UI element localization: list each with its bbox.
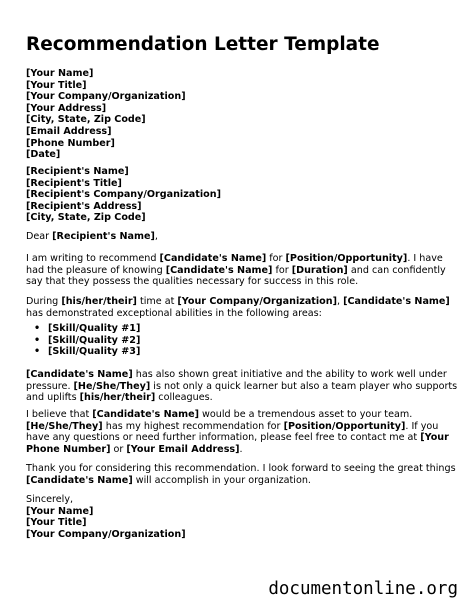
sender-name: [Your Name] [26, 68, 94, 79]
recipient-city: [City, State, Zip Code] [26, 212, 146, 224]
salutation-prefix: Dear [26, 231, 53, 242]
list-item: • [Skill/Quality #2] [34, 334, 141, 346]
recipient-name: [Recipient's Name] [26, 166, 129, 177]
page-title: Recommendation Letter Template [26, 34, 380, 55]
sender-company: [Your Company/Organization] [26, 91, 186, 103]
sender-city: [City, State, Zip Code] [26, 114, 146, 126]
salutation-suffix: , [154, 231, 158, 242]
bullet-icon: • [34, 323, 41, 334]
signature-name: [Your Name] [26, 505, 94, 517]
site-watermark: documentonline.org [268, 579, 458, 599]
list-item: • [Skill/Quality #1] [34, 323, 141, 334]
signature-company: [Your Company/Organization] [26, 528, 186, 540]
paragraph-initiative: [Candidate's Name] has also shown great initiative and the ability to work well under pressure. [He/She/They] is not only a quick learner but also a team player who supports and uplifts [his/her/their] colleagues. [26, 369, 458, 404]
salutation-name: [Recipient's Name] [52, 231, 155, 242]
sender-email: [Email Address] [26, 125, 112, 137]
paragraph-introduction: I am writing to recommend [Candidate's Name] for [Position/Opportunity]. I have had the pleasure of knowing [Candidate's Name] for [Duration] and can confidently say that they possess the qualities necessary for success in this role. [26, 253, 446, 288]
sender-phone: [Phone Number] [26, 137, 115, 149]
bullet-icon: • [34, 334, 41, 346]
salutation [26, 231, 456, 243]
sender-date: [Date] [26, 149, 61, 161]
skills-list [26, 323, 140, 358]
list-item: • [Skill/Quality #3] [34, 346, 141, 358]
sender-block [26, 68, 186, 161]
bullet-icon: • [34, 346, 41, 358]
recipient-address: [Recipient's Address] [26, 200, 142, 212]
recipient-block [26, 166, 221, 224]
paragraph-abilities: During [his/her/their] time at [Your Company/Organization], [Candidate's Name] has demonstrated exceptional abilities in the following areas: [26, 296, 450, 319]
paragraph-recommendation: I believe that [Candidate's Name] would be a tremendous asset to your team. [He/She/They] has my highest recommendation for [Position/Opportunity]. If you have any questions or need further information, please feel free to contact me at [Your Phone Number] or [Your Email Address]. [26, 409, 449, 455]
sender-address: [Your Address] [26, 102, 107, 114]
recipient-company: [Recipient's Company/Organization] [26, 189, 221, 201]
closing-block [26, 494, 186, 540]
sender-title: [Your Title] [26, 79, 87, 91]
signature-title: [Your Title] [26, 517, 87, 529]
recipient-title: [Recipient's Title] [26, 177, 122, 189]
closing: Sincerely, [26, 494, 74, 505]
paragraph-thanks: Thank you for considering this recommendation. I look forward to seeing the great things [Candidate's Name] will accomplish in your organization. [26, 463, 456, 486]
